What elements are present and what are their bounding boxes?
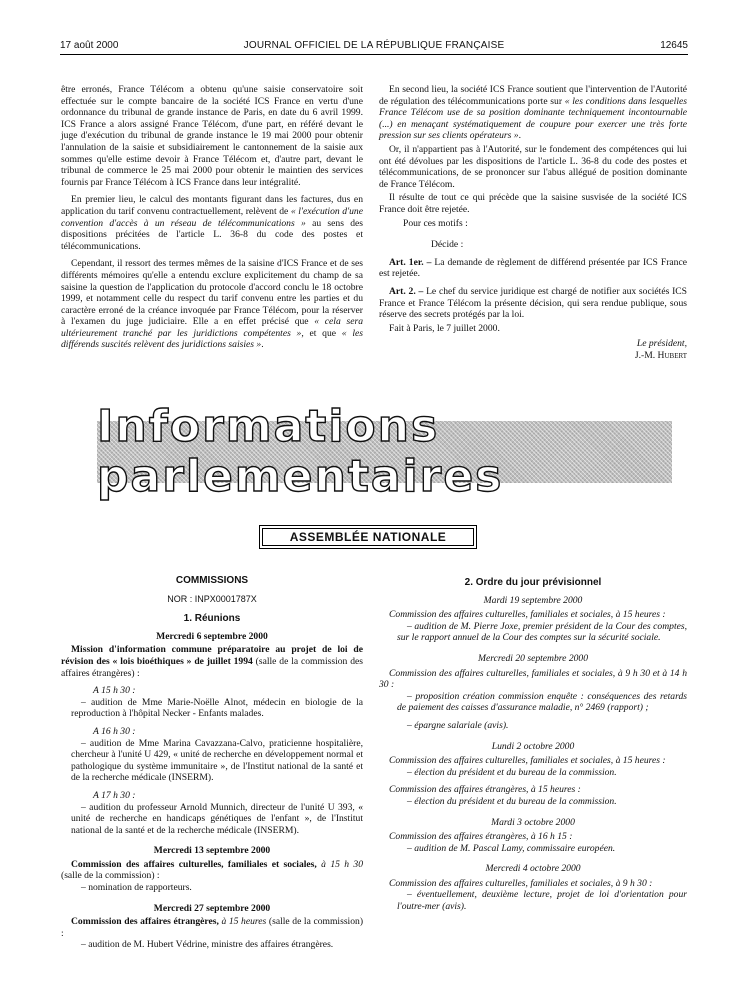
agenda-item: – audition de M. Pascal Lamy, commissaire européen.: [407, 842, 616, 854]
date-heading: Mercredi 13 septembre 2000: [153, 845, 271, 857]
agenda-item: – élection du président et du bureau de la commission.: [407, 795, 617, 807]
commission-line: Commission des affaires culturelles, familiales et sociales, à 15 heures :: [389, 609, 666, 621]
mission-title: Mission d'information commune préparatoire au projet de loi de révision des « lois bioéthiques » de juillet 1994 (salle de la commission des affaires étrangères) :: [61, 644, 363, 679]
date-heading: Mercredi 4 octobre 2000: [485, 863, 581, 875]
commission-line: Commission des affaires culturelles, familiales et sociales, à 9 h 30 :: [389, 877, 653, 889]
bottom-right-column: [379, 577, 687, 919]
paragraph: En premier lieu, le calcul des montants figurant dans les factures, dus en application du tarif convenu contractuellement, relèvent de « l'exécution d'une convention d'accès à un réseau de télécommunications » au sens des dispositions précitées de l'article L. 36-8 du code des postes et télécommunications.: [61, 194, 363, 252]
article-1: Art. 1er. – La demande de règlement de différend présentée par ICS France est rejetée.: [379, 256, 687, 280]
agenda-item: – épargne salariale (avis).: [407, 719, 509, 731]
date-place: Fait à Paris, le 7 juillet 2000.: [389, 322, 500, 334]
agenda-item: – audition de M. Pierre Joxe, premier président de la Cour des comptes, sur le rapport annuel de la Cour des comptes sur la sécurité sociale.: [397, 620, 687, 644]
commission-line: Commission des affaires étrangères, à 16 h 15 :: [389, 831, 573, 843]
date-heading: Mercredi 20 septembre 2000: [477, 652, 589, 664]
article-2: Art. 2. – Le chef du service juridique est chargé de notifier aux sociétés ICS France et France Télécom la présente décision, qui sera rendue publique, sous réserve des secrets protégés par la loi.: [379, 285, 687, 321]
time-slot: A 17 h 30 :: [93, 789, 136, 801]
agenda-item: – nomination de rapporteurs.: [81, 882, 192, 894]
motifs-line: Pour ces motifs :: [403, 217, 468, 229]
agenda-item: – audition de Mme Marina Cavazzana-Calvo, praticienne hospitalière, chercheur à l'unité U 429, « unité de recherche en développement normal et pathologique du système immunitaire », de l'Institut national de la santé et de la recherche médicale (INSERM).: [71, 737, 363, 784]
date-heading: Mardi 19 septembre 2000: [483, 594, 583, 606]
reunions-heading: 1. Réunions: [183, 613, 241, 625]
time-slot: A 16 h 30 :: [93, 725, 136, 737]
date-heading: Mercredi 6 septembre 2000: [156, 630, 268, 642]
top-right-column: [379, 84, 687, 361]
agenda-item: – éventuellement, deuxième lecture, projet de loi d'orientation pour l'outre-mer (avis).: [397, 889, 687, 913]
paragraph: Cependant, il ressort des termes mêmes de la saisine d'ICS France et de ses différents mémoires qu'elle a entendu exclure explicitement du champ de sa saisine la question de l'application du protocole d'accord conclu le 18 octobre 1999, et notamment celle du respect du tarif convenu entre les parties et du caractère erroné de la créance invoquée par France Télécom, pour la réserver à l'examen du juge judiciaire. Elle a en effet précisé que « cela sera ultérieurement tranché par les juridictions compétentes », et que « les différends suscités relèvent des juridictions saisies ».: [61, 258, 363, 351]
agenda-item: – proposition création commission enquête : conséquences des retards de paiement des caisses d'assurance maladie, n° 2469 (rapport) ;: [397, 690, 687, 714]
top-left-column: [61, 84, 363, 357]
page-number: 12645: [660, 40, 688, 51]
page-header: [60, 38, 688, 55]
commission-line: Commission des affaires étrangères, à 15 heures :: [389, 784, 581, 796]
decide-line: Décide :: [431, 239, 464, 251]
paragraph: Or, il n'appartient pas à l'Autorité, sur le fondement des compétences qui lui ont été dévolues par les dispositions de l'article L. 36-8 du code des postes et télécommunications, de se prononcer sur l'abus allégué de position dominante de France Télécom.: [379, 143, 687, 190]
signature-name: J.-M. Hubert: [634, 349, 687, 361]
commissions-heading: COMMISSIONS: [175, 575, 249, 586]
commission-line: Commission des affaires culturelles, familiales et sociales, à 15 heures :: [389, 755, 666, 767]
header-date: 17 août 2000: [60, 40, 119, 51]
assembly-label: ASSEMBLÉE NATIONALE: [262, 528, 474, 546]
paragraph: Il résulte de tout ce qui précède que la saisine susvisée de la société ICS France doit être rejetée.: [379, 192, 687, 215]
banner-title: Informations parlementaires: [97, 401, 504, 502]
assembly-box: [259, 525, 477, 549]
commission-line: Commission des affaires culturelles, familiales et sociales, à 9 h 30 et à 14 h 30 :: [379, 667, 687, 691]
section-banner: [97, 401, 672, 502]
agenda-item: – audition du professeur Arnold Munnich, directeur de l'unité U 393, « unité de recherche en handicaps génétiques de l'enfant », de l'Institut national de la santé et de la recherche médicale (INSERM).: [71, 801, 363, 836]
journal-title: JOURNAL OFFICIEL DE LA RÉPUBLIQUE FRANÇAISE: [243, 40, 505, 51]
paragraph: être erronés, France Télécom a obtenu qu'une saisie conservatoire soit effectuée sur le compte bancaire de la société ICS France en vertu d'une ordonnance du tribunal de grande instance de Paris, en date du 6 avril 1999. ICS France a alors assigné France Télécom, d'une part, en référé devant le juge d'exécution du tribunal de grande instance le 19 mai 2000 pour obtenir l'annulation de la saisie et subsidiairement le cantonnement de la saisie aux sommes qu'elle estime devoir à France Télécom et, d'autre part, devant le tribunal de commerce le 25 mai 2000 pour obtenir le maintien des services fournis par France Télécom à ICS France dans leur intégralité.: [61, 84, 363, 188]
time-slot: A 15 h 30 :: [93, 685, 136, 697]
commission-title: Commission des affaires étrangères, à 15 heures (salle de la commission) :: [61, 916, 364, 939]
bottom-left-column: [61, 575, 363, 957]
date-heading: Mercredi 27 septembre 2000: [153, 902, 271, 914]
agenda-item: – audition de Mme Marie-Noëlle Alnot, médecin en biologie de la reproduction à l'hôpital Necker - Enfants malades.: [71, 696, 363, 720]
commission-title: Commission des affaires culturelles, familiales et sociales, à 15 h 30 (salle de la commission) :: [61, 858, 363, 882]
date-heading: Mardi 3 octobre 2000: [491, 816, 575, 828]
nor-reference: NOR : INPX0001787X: [167, 593, 257, 604]
ordre-du-jour-heading: 2. Ordre du jour prévisionnel: [464, 577, 602, 588]
paragraph: En second lieu, la société ICS France soutient que l'intervention de l'Autorité de régulation des télécommunications porte sur « les conditions dans lesquelles France Télécom use de sa position dominante techniquement incontournable (...) en menaçant systématiquement de coupure pour exercer une très forte pression sur ses clients opérateurs ».: [379, 84, 688, 142]
agenda-item: – audition de M. Hubert Védrine, ministre des affaires étrangères.: [81, 939, 334, 951]
date-heading: Lundi 2 octobre 2000: [491, 740, 575, 752]
signature-role: Le président,: [636, 338, 687, 350]
agenda-item: – élection du président et du bureau de la commission.: [407, 766, 617, 778]
